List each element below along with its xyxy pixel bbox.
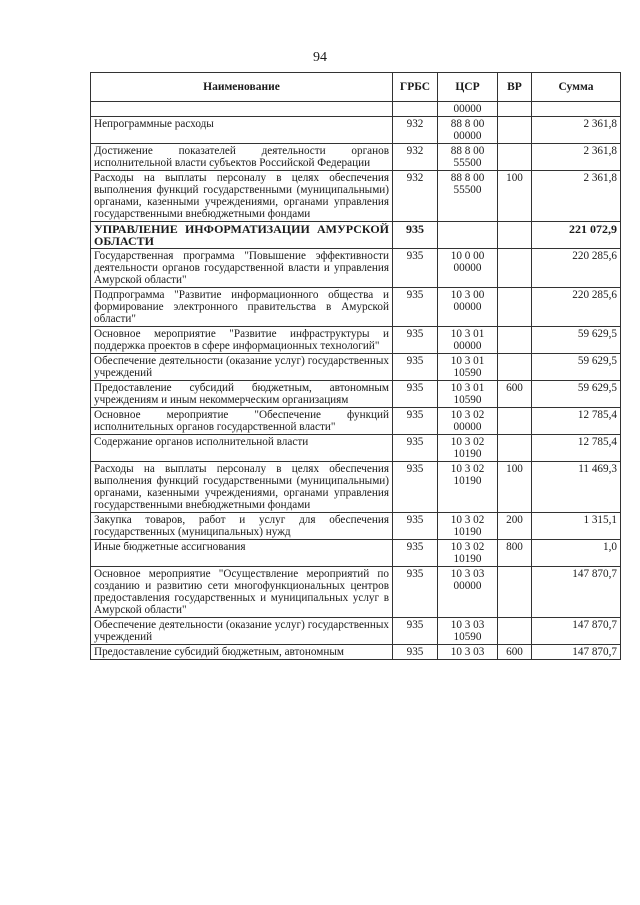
cell-name: Основное мероприятие "Осуществление мероприятий по созданию и развитию сети многофункциональных центров предоставления государственных и муниципальных услуг в Амурской области"	[91, 567, 393, 618]
cell-csr-line-2: 10190	[453, 475, 482, 487]
cell-csr	[438, 462, 498, 513]
cell-vr	[498, 117, 532, 144]
cell-csr-line-2: 10590	[453, 394, 482, 406]
cell-sum: 59 629,5	[532, 327, 621, 354]
cell-vr	[498, 354, 532, 381]
cell-name: Государственная программа "Повышение эффективности деятельности органов государственной власти и управления Амурской области"	[91, 249, 393, 288]
cell-vr	[498, 618, 532, 645]
cell-csr-line-2: 55500	[453, 157, 482, 169]
table-row	[91, 540, 621, 567]
cell-csr-line-1: 00000	[453, 103, 482, 115]
cell-csr-line-1: 10 3 00	[450, 289, 485, 301]
cell-sum: 221 072,9	[532, 222, 621, 249]
cell-vr: 800	[498, 540, 532, 567]
cell-csr	[438, 117, 498, 144]
cell-sum: 220 285,6	[532, 249, 621, 288]
cell-name: Обеспечение деятельности (оказание услуг) государственных учреждений	[91, 354, 393, 381]
cell-grbs: 932	[393, 117, 438, 144]
cell-vr	[498, 222, 532, 249]
page-number: 94	[313, 50, 327, 65]
cell-csr-line-1: 10 3 02	[450, 514, 485, 526]
cell-csr	[438, 381, 498, 408]
cell-csr-line-1: 88 8 00	[450, 172, 485, 184]
cell-grbs: 935	[393, 327, 438, 354]
cell-csr-line-2: 10190	[453, 526, 482, 538]
header-grbs: ГРБС	[393, 73, 438, 102]
cell-name: Закупка товаров, работ и услуг для обеспечения государственных (муниципальных) нужд	[91, 513, 393, 540]
cell-csr-line-1: 10 3 03	[450, 619, 485, 631]
budget-table	[90, 72, 621, 660]
cell-sum: 2 361,8	[532, 117, 621, 144]
table-row	[91, 462, 621, 513]
cell-csr-line-2: 10590	[453, 631, 482, 643]
cell-vr: 600	[498, 645, 532, 660]
cell-csr-line-2: 00000	[453, 421, 482, 433]
cell-vr	[498, 567, 532, 618]
cell-grbs: 935	[393, 513, 438, 540]
cell-csr-line-2: 10190	[453, 448, 482, 460]
cell-name: Основное мероприятие "Обеспечение функций исполнительных органов государственной власти"	[91, 408, 393, 435]
cell-grbs: 935	[393, 222, 438, 249]
table-row	[91, 327, 621, 354]
cell-csr	[438, 102, 498, 117]
table-row	[91, 567, 621, 618]
cell-sum: 59 629,5	[532, 354, 621, 381]
cell-grbs: 935	[393, 618, 438, 645]
cell-name: Расходы на выплаты персоналу в целях обеспечения выполнения функций государственными (муниципальными) органами, казенными учреждениями, органами управления государственными внебюджетными фондами	[91, 171, 393, 222]
cell-sum: 220 285,6	[532, 288, 621, 327]
cell-csr	[438, 222, 498, 249]
cell-csr	[438, 288, 498, 327]
cell-sum: 59 629,5	[532, 381, 621, 408]
table-row	[91, 102, 621, 117]
cell-name: УПРАВЛЕНИЕ ИНФОРМАТИЗАЦИИ АМУРСКОЙ ОБЛАСТИ	[91, 222, 393, 249]
cell-csr-line-1: 10 3 02	[450, 463, 485, 475]
cell-csr-line-2: 55500	[453, 184, 482, 196]
table-row	[91, 171, 621, 222]
cell-csr	[438, 354, 498, 381]
cell-name: Достижение показателей деятельности органов исполнительной власти субъектов Российской Федерации	[91, 144, 393, 171]
cell-vr: 200	[498, 513, 532, 540]
cell-csr	[438, 144, 498, 171]
cell-vr	[498, 249, 532, 288]
cell-sum: 12 785,4	[532, 435, 621, 462]
cell-csr-line-1: 10 3 01	[450, 382, 485, 394]
cell-csr	[438, 408, 498, 435]
header-name: Наименование	[91, 73, 393, 102]
cell-grbs: 935	[393, 249, 438, 288]
cell-grbs: 935	[393, 645, 438, 660]
cell-csr	[438, 567, 498, 618]
cell-csr-line-2: 00000	[453, 262, 482, 274]
cell-name: Предоставление субсидий бюджетным, автономным учреждениям и иным некоммерческим организациям	[91, 381, 393, 408]
cell-grbs: 935	[393, 354, 438, 381]
cell-vr	[498, 102, 532, 117]
cell-csr-line-2: 00000	[453, 580, 482, 592]
table-row	[91, 288, 621, 327]
cell-csr-line-1: 88 8 00	[450, 145, 485, 157]
table-row	[91, 354, 621, 381]
table-row	[91, 513, 621, 540]
cell-csr-line-1: 88 8 00	[450, 118, 485, 130]
cell-vr	[498, 408, 532, 435]
cell-csr-line-2: 00000	[453, 130, 482, 142]
cell-csr-line-2: 10190	[453, 553, 482, 565]
cell-sum: 147 870,7	[532, 645, 621, 660]
table-row	[91, 249, 621, 288]
cell-sum	[532, 102, 621, 117]
cell-csr	[438, 327, 498, 354]
cell-name: Обеспечение деятельности (оказание услуг) государственных учреждений	[91, 618, 393, 645]
cell-sum: 147 870,7	[532, 618, 621, 645]
table-row	[91, 144, 621, 171]
cell-csr-line-1: 10 3 01	[450, 355, 485, 367]
cell-csr-line-1: 10 3 02	[450, 409, 485, 421]
cell-name: Иные бюджетные ассигнования	[91, 540, 393, 567]
cell-csr	[438, 249, 498, 288]
table-body	[91, 102, 621, 660]
cell-csr	[438, 540, 498, 567]
cell-grbs: 935	[393, 540, 438, 567]
cell-name: Непрограммные расходы	[91, 117, 393, 144]
cell-name: Расходы на выплаты персоналу в целях обеспечения выполнения функций государственными (муниципальными) органами, казенными учреждениями, органами управления государственными внебюджетными фондами	[91, 462, 393, 513]
cell-sum: 11 469,3	[532, 462, 621, 513]
cell-csr-line-1: 10 3 02	[450, 541, 485, 553]
table-row	[91, 117, 621, 144]
table-row	[91, 381, 621, 408]
cell-csr	[438, 618, 498, 645]
cell-sum: 1 315,1	[532, 513, 621, 540]
cell-vr	[498, 288, 532, 327]
cell-grbs	[393, 102, 438, 117]
cell-vr	[498, 144, 532, 171]
cell-vr: 100	[498, 171, 532, 222]
cell-csr-line-2: 10590	[453, 367, 482, 379]
cell-csr	[438, 513, 498, 540]
table-row	[91, 222, 621, 249]
cell-name: Предоставление субсидий бюджетным, автономным	[91, 645, 393, 660]
table-row	[91, 618, 621, 645]
cell-grbs: 935	[393, 381, 438, 408]
cell-csr-line-2: 00000	[453, 301, 482, 313]
cell-sum: 12 785,4	[532, 408, 621, 435]
cell-grbs: 932	[393, 144, 438, 171]
table-row	[91, 435, 621, 462]
cell-csr-line-1: 10 3 03	[450, 568, 485, 580]
cell-sum: 1,0	[532, 540, 621, 567]
table-row	[91, 645, 621, 660]
cell-name: Содержание органов исполнительной власти	[91, 435, 393, 462]
cell-vr	[498, 435, 532, 462]
cell-csr	[438, 171, 498, 222]
table-header-row	[91, 73, 621, 102]
cell-csr	[438, 645, 498, 660]
header-csr: ЦСР	[438, 73, 498, 102]
cell-grbs: 935	[393, 408, 438, 435]
cell-csr-line-1: 10 0 00	[450, 250, 485, 262]
header-sum: Сумма	[532, 73, 621, 102]
header-vr: ВР	[498, 73, 532, 102]
cell-name: Основное мероприятие "Развитие инфраструктуры и поддержка проектов в сфере информационных технологий"	[91, 327, 393, 354]
cell-sum: 2 361,8	[532, 171, 621, 222]
cell-vr: 600	[498, 381, 532, 408]
cell-sum: 2 361,8	[532, 144, 621, 171]
table-row	[91, 408, 621, 435]
cell-grbs: 935	[393, 462, 438, 513]
cell-sum: 147 870,7	[532, 567, 621, 618]
cell-grbs: 935	[393, 288, 438, 327]
cell-csr-line-1: 10 3 02	[450, 436, 485, 448]
cell-name	[91, 102, 393, 117]
cell-grbs: 935	[393, 435, 438, 462]
cell-grbs: 935	[393, 567, 438, 618]
cell-vr: 100	[498, 462, 532, 513]
cell-grbs: 932	[393, 171, 438, 222]
cell-vr	[498, 327, 532, 354]
cell-csr-line-1: 10 3 01	[450, 328, 485, 340]
cell-csr-line-2: 00000	[453, 340, 482, 352]
cell-csr	[438, 435, 498, 462]
cell-name: Подпрограмма "Развитие информационного общества и формирование электронного правительства в Амурской области"	[91, 288, 393, 327]
cell-csr-line-1: 10 3 03	[450, 646, 485, 658]
